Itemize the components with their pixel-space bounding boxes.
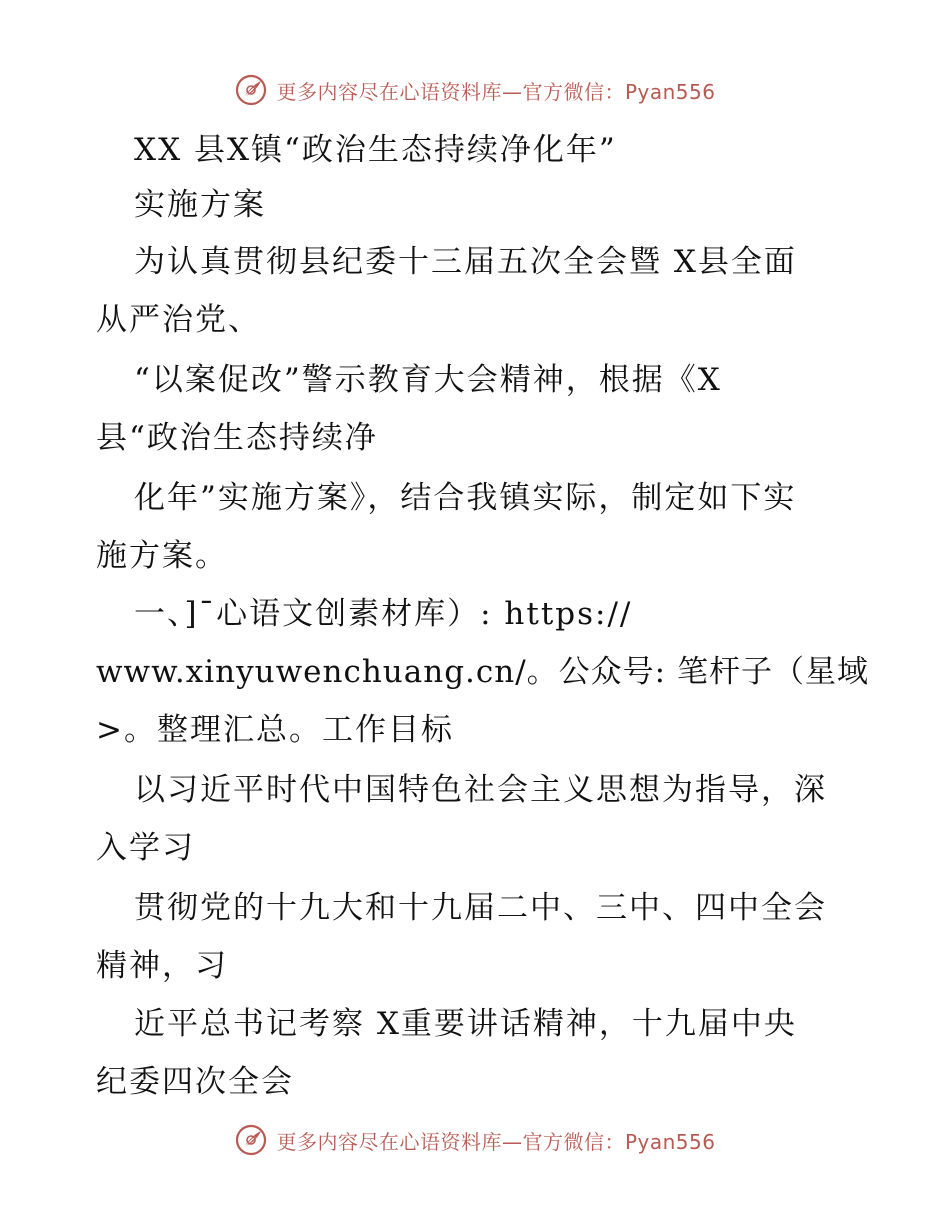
paragraph-line: “以案促改”警示教育大会精神，根据《X — [134, 362, 722, 398]
paragraph-line: 为认真贯彻县纪委十三届五次全会暨 X县全面 — [134, 244, 797, 280]
watermark-text: 更多内容尽在心语资料库—官方微信：Pyan556 — [276, 1129, 716, 1154]
watermark-text: 更多内容尽在心语资料库—官方微信：Pyan556 — [276, 79, 716, 104]
paragraph-line: 施方案。 — [96, 538, 228, 574]
paragraph-line: 近平总书记考察 X重要讲话精神，十九届中央 — [134, 1006, 797, 1042]
paragraph-line: www.xinyuwenchuang.cn/。公众号: 笔杆子（星域 — [96, 654, 869, 690]
title-line-1: XX 县X镇“政治生态持续净化年” — [134, 132, 617, 168]
paragraph-line: 从严治党、 — [96, 302, 261, 338]
paragraph-line: 县“政治生态持续净 — [96, 420, 378, 456]
paragraph-line: 一、]¯心语文创素材库）: https:// — [134, 596, 633, 632]
paragraph-line: 精神，习 — [96, 948, 228, 984]
paragraph-line: 入学习 — [96, 830, 195, 866]
feather-pen-logo-icon — [234, 1123, 268, 1157]
paragraph-line: 纪委四次全会 — [96, 1064, 294, 1100]
paragraph-line: 以习近平时代中国特色社会主义思想为指导，深 — [134, 772, 827, 808]
paragraph-line: 贯彻党的十九大和十九届二中、三中、四中全会 — [134, 890, 827, 926]
footer-watermark — [0, 1120, 950, 1160]
paragraph-line: 化年”实施方案》，结合我镇实际，制定如下实 — [134, 480, 797, 516]
paragraph-line: >。整理汇总。工作目标 — [96, 712, 454, 748]
title-line-2: 实施方案 — [134, 187, 266, 223]
